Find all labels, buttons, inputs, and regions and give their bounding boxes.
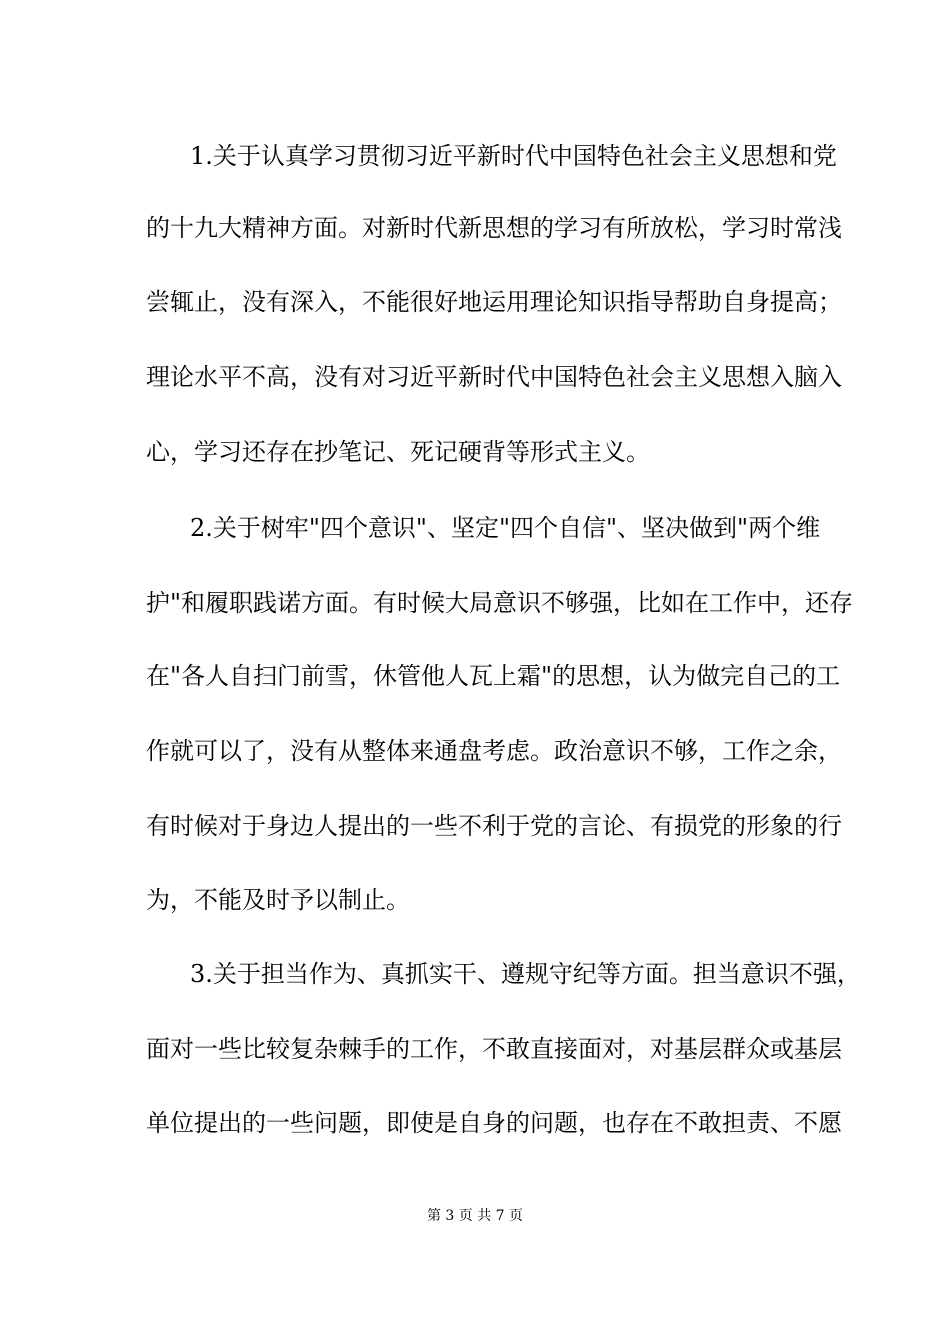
paragraph-2-line-2: 护"和履职践诺方面。有时候大局意识不够强，比如在工作中，还存: [146, 589, 854, 617]
paragraph-2-line-4: 作就可以了，没有从整体来通盘考虑。政治意识不够，工作之余，: [146, 737, 842, 765]
paragraph-1-line-4: 理论水平不高，没有对习近平新时代中国特色社会主义思想入脑入: [146, 363, 842, 391]
paragraph-2-line-5: 有时候对于身边人提出的一些不利于党的言论、有损党的形象的行: [146, 812, 842, 840]
paragraph-2-line-6: 为，不能及时予以制止。: [146, 886, 410, 914]
paragraph-3-line-1: 3.关于担当作为、真抓实干、遵规守纪等方面。担当意识不强，: [190, 960, 861, 988]
page-footer: [0, 1206, 950, 1226]
paragraph-2-line-1: 2.关于树牢"四个意识"、坚定"四个自信"、坚决做到"两个维: [190, 514, 821, 542]
paragraph-1-line-3: 尝辄止，没有深入，不能很好地运用理论知识指导帮助自身提高；: [146, 288, 842, 316]
paragraph-1-line-5: 心，学习还存在抄笔记、死记硬背等形式主义。: [146, 438, 650, 466]
paragraph-1-line-1: 1.关于认真学习贯彻习近平新时代中国特色社会主义思想和党: [190, 142, 837, 170]
page-number: 第 3 页 共 7 页: [426, 1208, 524, 1224]
paragraph-3-line-3: 单位提出的一些问题，即使是自身的问题，也存在不敢担责、不愿: [146, 1109, 842, 1137]
paragraph-2-line-3: 在"各人自扫门前雪，休管他人瓦上霜"的思想，认为做完自己的工: [146, 662, 841, 690]
paragraph-1-line-2: 的十九大精神方面。对新时代新思想的学习有所放松，学习时常浅: [146, 214, 842, 242]
paragraph-3-line-2: 面对一些比较复杂棘手的工作，不敢直接面对，对基层群众或基层: [146, 1035, 842, 1063]
